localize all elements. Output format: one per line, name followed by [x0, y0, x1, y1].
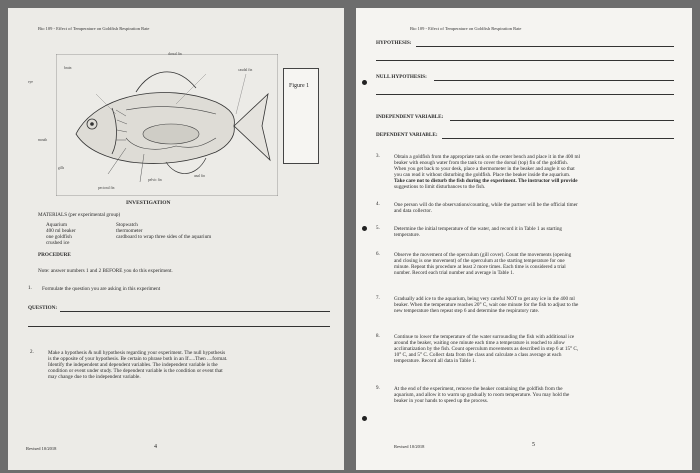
answer-line[interactable] — [60, 311, 330, 312]
null-hypothesis-label: NULL HYPOTHESIS: — [376, 74, 427, 80]
step-number: 5. — [376, 226, 380, 231]
goldfish-anatomy-diagram — [56, 54, 278, 196]
page-number: 4 — [154, 444, 157, 450]
step-text: temperature. Record all data in Table 1. — [394, 358, 476, 364]
step-text: suggestions to limit disturbances to the fish. — [394, 184, 486, 190]
figure-label: Figure 1 — [289, 83, 310, 89]
step-text: 10° C, and 5° C. Collect data from the class and calculate a class average at each — [394, 352, 562, 358]
question-label: QUESTION: — [28, 305, 58, 311]
revised-date: Revised 10/2018 — [394, 444, 425, 449]
investigation-title: INVESTIGATION — [126, 200, 171, 206]
revised-date: Revised 10/2018 — [26, 446, 57, 451]
fish-label: mouth — [38, 138, 48, 142]
step-number: 7. — [376, 296, 380, 301]
step-text: Take care not to disturb the fish during the experiment. The instructor will provide — [394, 178, 578, 184]
material-item: thermometer — [116, 228, 143, 234]
page-header: Bio 109 - Effect of Temperature on Goldfish Respiration Rate — [410, 26, 522, 31]
step-text: is the opposite of your hypothesis. Be certain to phrase both in an If.....Then ....format. — [48, 356, 228, 362]
material-item: one goldfish — [46, 234, 72, 240]
step-text: temperature. — [394, 232, 421, 238]
step-text: At the end of the experiment, remove the beaker containing the goldfish from the — [394, 386, 563, 392]
step-text: Continue to lower the temperature of the water surrounding the fish with additional ice — [394, 334, 575, 340]
step-text: Obtain a goldfish from the appropriate tank on the center bench and place it in the 400 ml — [394, 154, 580, 160]
step-text: Determine the initial temperature of the water, and record it in Table 1 as starting — [394, 226, 563, 232]
step-text: One person will do the observations/counting, while the partner will be the official timer — [394, 202, 578, 208]
left-page — [8, 8, 344, 470]
step-number: 9. — [376, 386, 380, 391]
answer-line[interactable] — [28, 326, 330, 327]
answer-line[interactable] — [376, 60, 674, 61]
material-item: cardboard to wrap three sides of the aquarium — [116, 234, 212, 240]
fish-label: eye — [28, 80, 33, 84]
step-text: When you get back to your desk, place a thermometer in the beaker and angle it so that — [394, 166, 575, 172]
step-text: around the beaker, waiting one minute each time a temperature is reached to allow — [394, 340, 565, 346]
material-item: crushed ice — [46, 240, 70, 246]
fish-label: pelvic fin — [148, 178, 162, 182]
dependent-variable-label: DEPENDENT VARIABLE: — [376, 132, 438, 138]
step-text: new temperature then repeat step 6 and determine the respiratory rate. — [394, 308, 540, 314]
step-text: Identify the independent and dependent variables. The independent variable is the — [48, 362, 218, 368]
material-item: Aquarium — [46, 222, 68, 228]
step-text: aquarium, and allow it to warm up gradually to room temperature. You may hold the — [394, 392, 570, 398]
hypothesis-label: HYPOTHESIS: — [376, 40, 412, 46]
step-number: 1. — [28, 286, 32, 291]
materials-heading: MATERIALS (per experimental group) — [38, 212, 121, 218]
step-text: Observe the movement of the operculum (gill cover). Count the movements (opening — [394, 252, 572, 258]
step-text: may change due to the independent variable. — [48, 374, 141, 380]
fish-label: anal fin — [194, 174, 205, 178]
step-number: 3. — [376, 154, 380, 159]
right-page — [356, 8, 692, 470]
step-text: you can read it without disturbing the goldfish. Place the beaker inside the aquarium. — [394, 172, 571, 178]
answer-line[interactable] — [434, 80, 674, 81]
step-text: and data collector. — [394, 208, 432, 214]
procedure-note: Note: answer numbers 1 and 2 BEFORE you do this experiment. — [38, 268, 173, 274]
step-number: 2. — [30, 350, 34, 355]
binder-hole — [362, 80, 367, 85]
answer-line[interactable] — [416, 46, 674, 47]
step-number: 4. — [376, 202, 380, 207]
page-number: 5 — [532, 442, 535, 448]
binder-hole — [362, 226, 367, 231]
step-number: 6. — [376, 252, 380, 257]
step-text: Formulate the question you are asking in this experiment — [42, 286, 161, 292]
material-item: 400 ml beaker — [46, 228, 76, 234]
procedure-heading: PROCEDURE — [38, 252, 71, 258]
answer-line[interactable] — [376, 94, 674, 95]
fish-label: dorsal fin — [168, 52, 182, 56]
answer-line[interactable] — [442, 138, 674, 139]
page-header: Bio 109 - Effect of Temperature on Goldfish Respiration Rate — [38, 26, 150, 31]
step-text: and closing is one movement) of the operculum at the starting temperature for one — [394, 258, 565, 264]
fish-label: brain — [64, 66, 72, 70]
fish-label: pectoral fin — [98, 186, 115, 190]
step-text: beaker in your hands to speed up the process. — [394, 398, 489, 404]
step-text: condition or event under study. The dependent variable is the condition or event that — [48, 368, 223, 374]
fish-label: gills — [58, 166, 65, 170]
step-text: beaker with enough water from the tank to cover the dorsal (top) fin of the goldfish. — [394, 160, 569, 166]
step-number: 8. — [376, 334, 380, 339]
step-text: Make a hypothesis & null hypothesis regarding your experiment. The null hypothesis — [48, 350, 226, 356]
binder-hole — [362, 416, 367, 421]
figure-label-box — [283, 68, 319, 164]
step-text: minute. Repeat this procedure at least 2 more times. Each time is considered a trial — [394, 264, 566, 270]
step-text: Gradually add ice to the aquarium, being very careful NOT to get any ice in the 400 ml — [394, 296, 575, 302]
step-text: beaker. When the temperature reaches 20° C, wait one minute for the fish to adjust to the — [394, 302, 579, 308]
answer-line[interactable] — [450, 120, 674, 121]
material-item: Stopwatch — [116, 222, 138, 228]
step-text: number. Record each trial number and average in Table 1. — [394, 270, 515, 276]
independent-variable-label: INDEPENDENT VARIABLE: — [376, 114, 444, 120]
fish-label: caudal fin — [238, 68, 253, 72]
step-text: acclimatization by the fish. Count operculum movements as described in step 6 at 15° C, — [394, 346, 579, 352]
